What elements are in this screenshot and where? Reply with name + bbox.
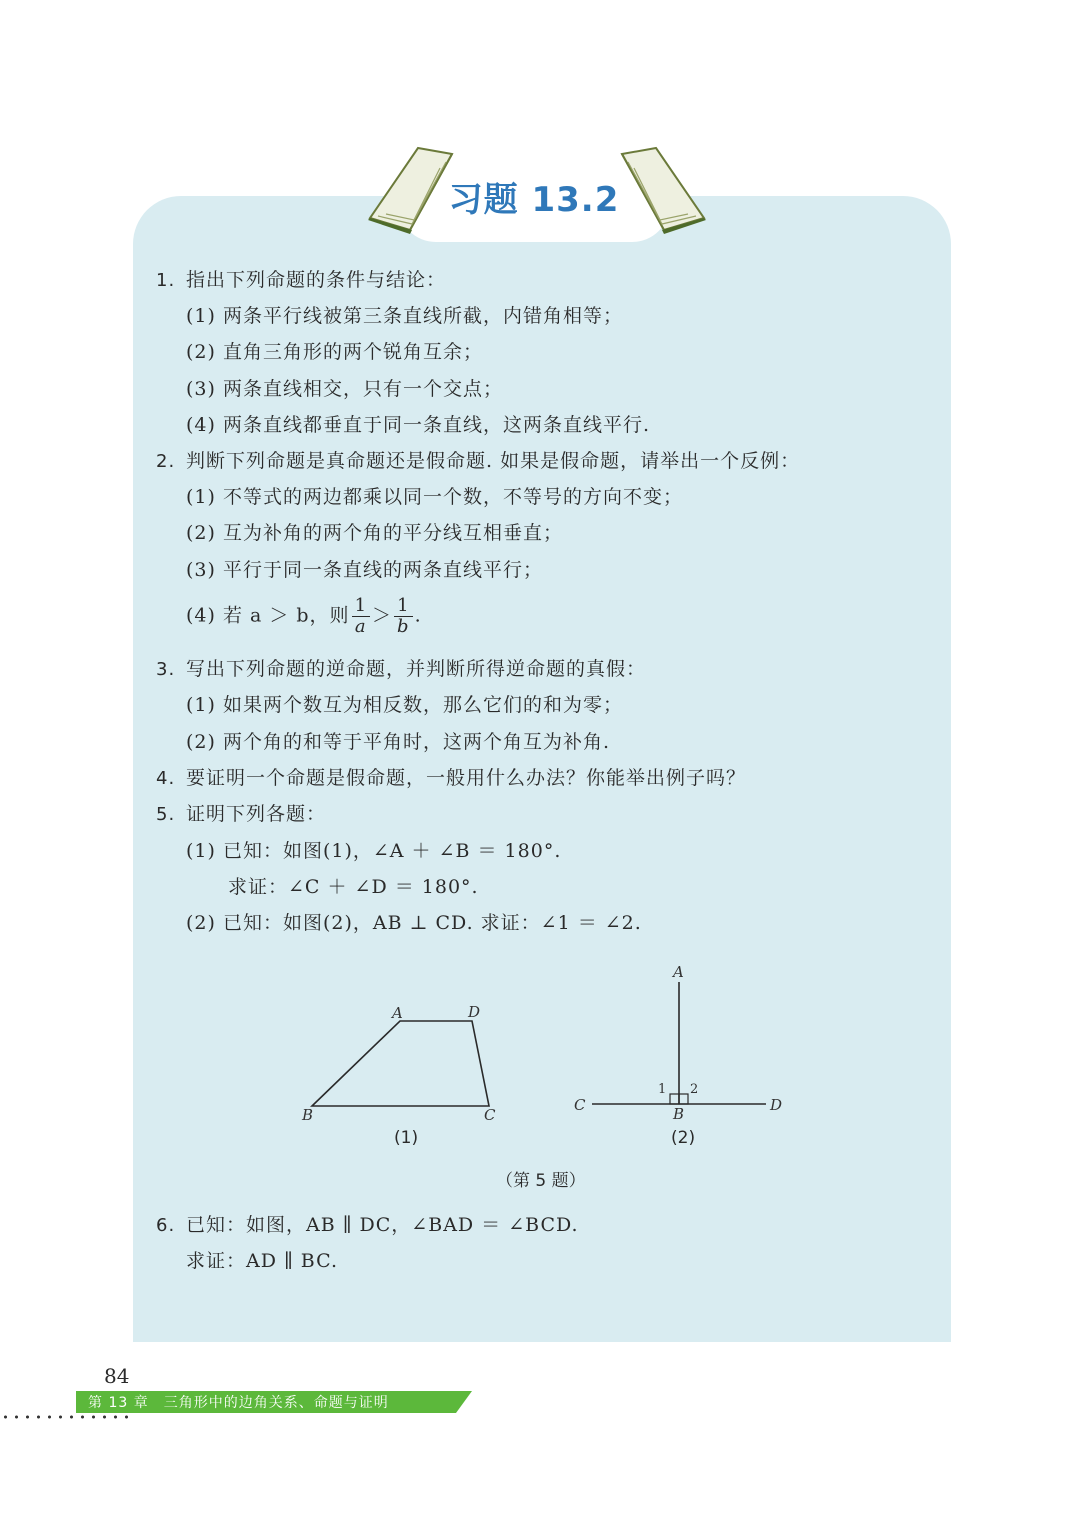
problem-1-item-1: (1) 两条平行线被第三条直线所截，内错角相等； [186,305,623,327]
chapter-title: 第 13 章 三角形中的边角关系、命题与证明 [88,1395,389,1411]
figure-1-trapezoid [290,1000,520,1130]
problem-number: 1. [156,270,176,291]
dotted-rule [0,1415,136,1419]
problem-number: 6. [156,1215,176,1236]
problem-3-item-2: (2) 两个角的和等于平角时，这两个角互为补角. [186,731,610,753]
problem-2-stem: 2. 判断下列命题是真命题还是假命题. 如果是假命题，请举出一个反例： [156,450,801,472]
problem-2-item-2: (2) 互为补角的两个角的平分线互相垂直； [186,522,563,544]
problem-5-item-1-prove: 求证：∠C ＋ ∠D ＝ 180°. [228,876,479,898]
figure-2-caption: (2) [671,1128,696,1148]
figure-2-perpendicular [570,962,790,1123]
problem-1-item-3: (3) 两条直线相交，只有一个交点； [186,378,503,400]
fraction-1-over-a: $\frac{1}{a}$ [352,596,370,637]
problem-number: 4. [156,768,176,789]
fig1-label-B: B [302,1106,314,1124]
page-number: 84 [104,1364,130,1388]
fig2-label-1: 1 [658,1082,667,1097]
fig1-label-D: D [468,1003,481,1021]
problem-4-stem: 4. 要证明一个命题是假命题，一般用什么办法？你能举出例子吗？ [156,767,747,789]
problem-5-item-1: (1) 已知：如图(1)，∠A ＋ ∠B ＝ 180°. [186,840,562,862]
fig2-label-C: C [574,1096,586,1114]
problem-1-stem: 1. 指出下列命题的条件与结论： [156,269,447,291]
problem-2-item-4: (4) 若 a ＞ b，则 $\frac{1}{a}$ ＞ $\frac{1}{b}$ . [186,595,422,637]
fig2-label-D: D [770,1096,783,1114]
problem-number: 2. [156,451,176,472]
problem-1-item-2: (2) 直角三角形的两个锐角互余； [186,341,483,363]
problem-5-item-2: (2) 已知：如图(2)，AB ⊥ CD. 求证：∠1 ＝ ∠2. [186,912,642,934]
fig2-label-2: 2 [690,1082,699,1097]
problem-number: 5. [156,804,176,825]
figure-group-caption: （第 5 题） [496,1171,586,1191]
section-title: 习题 13.2 [448,180,620,220]
problem-5-stem: 5. 证明下列各题： [156,803,327,825]
fig1-label-C: C [484,1106,496,1124]
fraction-1-over-b: $\frac{1}{b}$ [394,596,413,637]
problem-3-stem: 3. 写出下列命题的逆命题，并判断所得逆命题的真假： [156,658,647,680]
fig2-label-B: B [673,1105,685,1123]
figure-1-caption: (1) [394,1128,419,1148]
problem-number: 3. [156,659,176,680]
problem-6-stem: 6. 已知：如图，AB ∥ DC，∠BAD ＝ ∠BCD. [156,1214,579,1236]
problem-2-item-1: (1) 不等式的两边都乘以同一个数，不等号的方向不变； [186,486,683,508]
fig1-label-A: A [392,1004,403,1022]
problem-3-item-1: (1) 如果两个数互为相反数，那么它们的和为零； [186,694,623,716]
fig2-label-A: A [673,963,684,981]
problem-1-item-4: (4) 两条直线都垂直于同一条直线，这两条直线平行. [186,414,650,436]
problem-6-prove: 求证：AD ∥ BC. [186,1250,339,1272]
problem-2-item-3: (3) 平行于同一条直线的两条直线平行； [186,559,543,581]
